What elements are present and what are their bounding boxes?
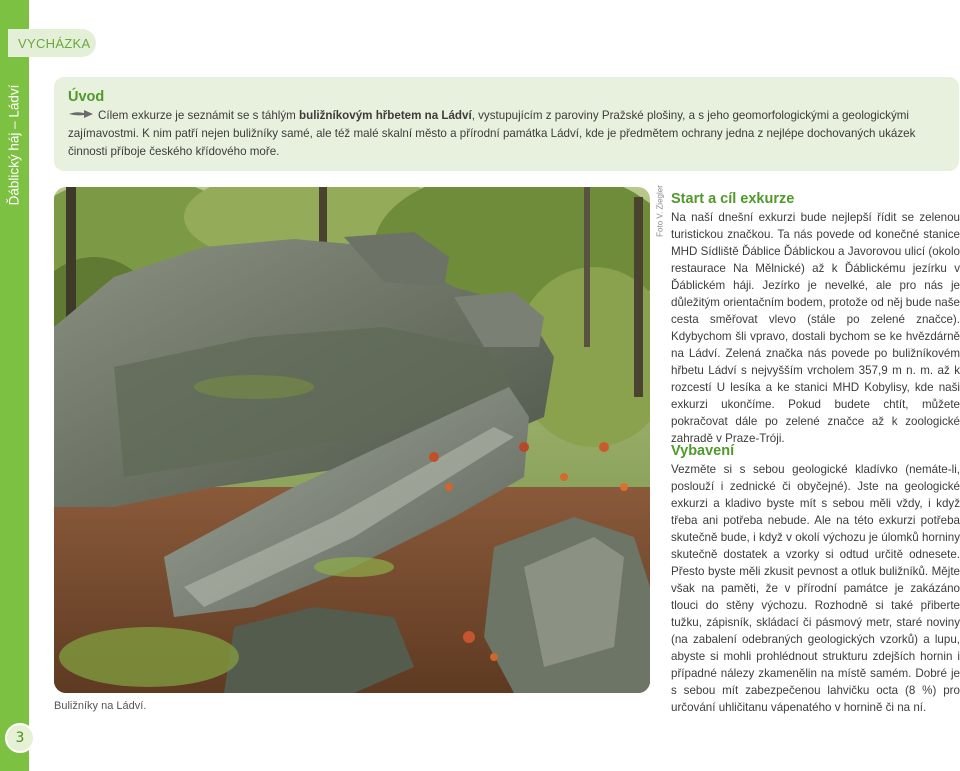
sidebar xyxy=(0,0,29,771)
section-equipment xyxy=(671,443,960,716)
page-number: 3 xyxy=(5,723,35,753)
section-tag: VYCHÁZKA xyxy=(8,29,96,57)
photo-caption: Buližníky na Ládví. xyxy=(54,700,147,712)
intro-heading: Úvod xyxy=(68,89,105,105)
section-heading: Vybavení xyxy=(671,443,735,459)
intro-box xyxy=(54,77,959,171)
section-heading: Start a cíl exkurze xyxy=(671,191,795,207)
rock-photo xyxy=(54,187,650,693)
arrow-icon xyxy=(68,107,94,125)
section-text: Na naší dnešní exkurzi bude nejlepší řídit se zelenou turistickou značkou. Ta nás povede od konečné stanice MHD Sídliště Ďáblice Ďáblickou a Javorovou ulicí (okolo restaurace Na Mělnické) až k Ďáblickému jezírku v Ďáblickém háji. Jezírko je nevelké, ale pro nás je důležitým orientačním bodem, protože od něj bude naše cesta směřovat vlevo (stále po zelené značce). Kdybychom šli vpravo, dostali bychom se ke hvězdárně na Ládví. Zelená značka nás povede po buližníkovém hřbetu Ládví s nejvyšším vrcholem 357,9 m n. m. až k rozcestí U lesíka a ke stanici MHD Kobylisy, kde naši exkurzi ukončíme. Pokud budete chtít, můžete pokračovat dále po zelené značce až k zoologické zahradě v Praze-Tróji. xyxy=(671,211,960,445)
section-start xyxy=(671,191,960,447)
section-text: Vezměte si s sebou geologické kladívko (nemáte-li, poslouží i zednické či obyčejné). Jste na geologické exkurzi a kladivo byste mít s sebou měli vždy, i když třeba ani potřeba nebude. Ale na této exkurzi potřeba skutečně bude, i když v okolí výchozu je úlomků horniny skutečně dostatek a vzorky si odtud určitě odnesete. Přesto byste měli zkusit pevnost a otluk buližníků. Mějte však na paměti, že v přírodní památce je zakázáno tlouci do stěny výchozu. Rozhodně si také přiberte tužku, zápisník, skládací či pásmový metr, staré noviny (na zabalení odebraných geologických vzorků) a lupu, abyste si mohli prohlédnout strukturu zdejších hornin i případné nálezy zkamenělin na místě samém. Dobré je s sebou mít zabezpečenou lahvičku octa (8 %) pro určování uhličitanu vápenatého v horninĕ či na ní. xyxy=(671,463,960,714)
intro-text: Cílem exkurze je seznámit se s táhlým buližníkovým hřbetem na Ládví, vystupujícím z paroviny Pražské plošiny, a s jeho geomorfologickými a geologickými zajímavostmi. K nim patří nejen buližníky samé, ale též malé skalní město a přírodní památka Ládví, kde je předmětem ochrany jedna z nejlépe dochovaných ukázek činnosti příboje českého křídového moře. xyxy=(68,107,945,161)
photo-credit: Foto V. Ziegler xyxy=(655,185,665,237)
sidebar-title: Ďáblický háj – Ládví xyxy=(6,84,22,206)
